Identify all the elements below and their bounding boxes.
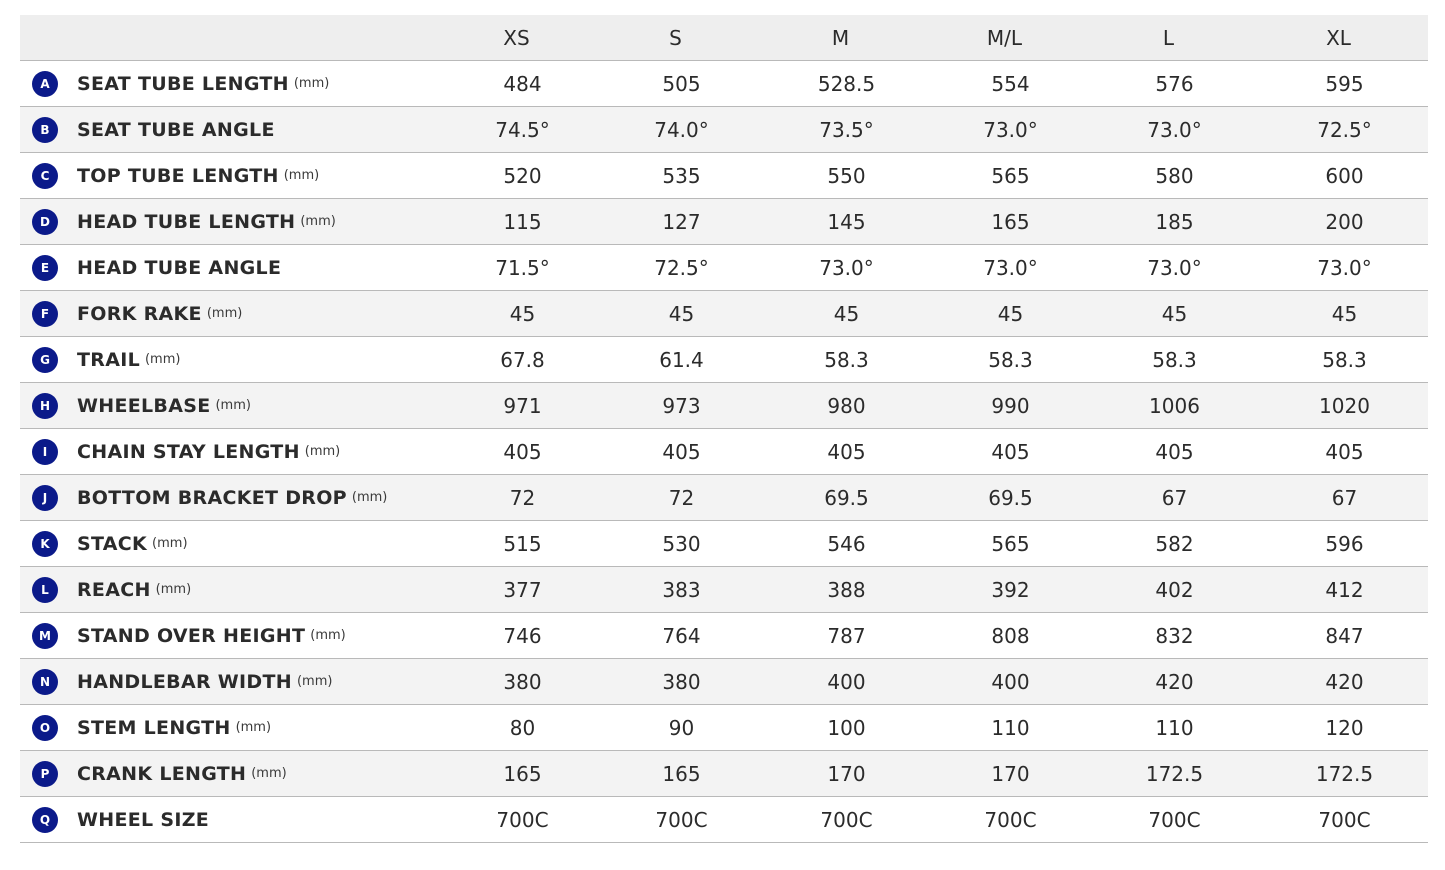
- value-cell-xl: 600: [1325, 163, 1364, 188]
- measurement-letter-badge: D: [32, 209, 58, 235]
- value-cell-xs: 405: [503, 439, 542, 464]
- value-cell-xs: 971: [503, 393, 542, 418]
- value-cell-s: 535: [662, 163, 701, 188]
- table-header-row: [20, 15, 1428, 61]
- value-cell-l: 185: [1155, 209, 1194, 234]
- value-cell-l: 405: [1155, 439, 1194, 464]
- value-cell-ml: 58.3: [988, 347, 1033, 372]
- table-row: [20, 199, 1428, 245]
- value-cell-m: 787: [827, 623, 866, 648]
- measurement-name: WHEELBASE: [77, 394, 211, 417]
- measurement-letter-badge: M: [32, 623, 58, 649]
- value-cell-s: 530: [662, 531, 701, 556]
- value-cell-l: 1006: [1149, 393, 1200, 418]
- measurement-unit: (mm): [206, 306, 243, 321]
- value-cell-s: 74.0°: [654, 117, 709, 142]
- measurement-name: STAND OVER HEIGHT: [77, 624, 306, 647]
- row-label-cell: [20, 153, 440, 198]
- value-cell-l: 580: [1155, 163, 1194, 188]
- value-cell-m: 100: [827, 715, 866, 740]
- value-cell-m: 700C: [820, 807, 873, 832]
- measurement-letter-badge: N: [32, 669, 58, 695]
- table-row: [20, 291, 1428, 337]
- size-header-ml: M/L: [986, 25, 1023, 50]
- value-cell-l: 110: [1155, 715, 1194, 740]
- measurement-name: HEAD TUBE LENGTH: [77, 210, 296, 233]
- measurement-name: HEAD TUBE ANGLE: [77, 256, 282, 279]
- value-cell-ml: 700C: [984, 807, 1037, 832]
- value-cell-xs: 484: [503, 71, 542, 96]
- value-cell-ml: 990: [991, 393, 1030, 418]
- value-cell-xs: 377: [503, 577, 542, 602]
- value-cell-m: 73.0°: [819, 255, 874, 280]
- row-label-cell: [20, 429, 440, 474]
- measurement-unit: (mm): [351, 490, 388, 505]
- measurement-letter-badge: G: [32, 347, 58, 373]
- row-label-cell: [20, 521, 440, 566]
- row-label-cell: [20, 705, 440, 750]
- value-cell-l: 172.5: [1145, 761, 1204, 786]
- size-header-s: S: [669, 25, 682, 50]
- value-cell-l: 582: [1155, 531, 1194, 556]
- value-cell-l: 576: [1155, 71, 1194, 96]
- measurement-unit: (mm): [310, 628, 346, 643]
- measurement-letter-badge: C: [32, 163, 58, 189]
- row-label-cell: [20, 61, 440, 106]
- value-cell-xl: 412: [1325, 577, 1364, 602]
- measurement-unit: (mm): [304, 444, 341, 459]
- measurement-name: BOTTOM BRACKET DROP: [77, 486, 347, 509]
- value-cell-s: 165: [662, 761, 701, 786]
- value-cell-xs: 515: [503, 531, 542, 556]
- value-cell-m: 550: [827, 163, 866, 188]
- value-cell-ml: 165: [991, 209, 1030, 234]
- table-row: [20, 61, 1428, 107]
- value-cell-ml: 110: [991, 715, 1030, 740]
- value-cell-s: 973: [662, 393, 701, 418]
- measurement-letter-badge: I: [32, 439, 58, 465]
- value-cell-xl: 67: [1331, 485, 1358, 510]
- value-cell-s: 405: [662, 439, 701, 464]
- table-row: [20, 751, 1428, 797]
- value-cell-xs: 74.5°: [495, 117, 550, 142]
- value-cell-l: 420: [1155, 669, 1194, 694]
- table-row: [20, 567, 1428, 613]
- table-row: [20, 705, 1428, 751]
- value-cell-xl: 700C: [1318, 807, 1371, 832]
- table-row: [20, 475, 1428, 521]
- value-cell-xl: 200: [1325, 209, 1364, 234]
- measurement-letter-badge: K: [32, 531, 58, 557]
- value-cell-l: 58.3: [1152, 347, 1197, 372]
- value-cell-l: 402: [1155, 577, 1194, 602]
- measurement-letter-badge: J: [32, 485, 58, 511]
- value-cell-l: 832: [1155, 623, 1194, 648]
- value-cell-m: 73.5°: [819, 117, 874, 142]
- value-cell-m: 145: [827, 209, 866, 234]
- measurement-letter-badge: O: [32, 715, 58, 741]
- row-label-cell: [20, 567, 440, 612]
- measurement-name: FORK RAKE: [77, 302, 202, 325]
- row-label-cell: [20, 613, 440, 658]
- table-row: [20, 153, 1428, 199]
- measurement-name: CHAIN STAY LENGTH: [77, 440, 300, 463]
- value-cell-ml: 405: [991, 439, 1030, 464]
- size-header-l: L: [1162, 25, 1175, 50]
- value-cell-ml: 565: [991, 163, 1030, 188]
- value-cell-xs: 700C: [496, 807, 549, 832]
- size-header-xl: XL: [1326, 25, 1351, 50]
- measurement-name: TOP TUBE LENGTH: [77, 164, 279, 187]
- measurement-name: SEAT TUBE ANGLE: [77, 118, 275, 141]
- value-cell-s: 45: [668, 301, 695, 326]
- measurement-letter-badge: B: [32, 117, 58, 143]
- value-cell-ml: 69.5: [988, 485, 1033, 510]
- measurement-unit: (mm): [155, 582, 192, 597]
- value-cell-ml: 73.0°: [983, 117, 1038, 142]
- value-cell-xs: 165: [503, 761, 542, 786]
- value-cell-xs: 520: [503, 163, 542, 188]
- value-cell-s: 764: [662, 623, 701, 648]
- value-cell-xl: 1020: [1319, 393, 1370, 418]
- row-label-cell: [20, 107, 440, 152]
- measurement-name: TRAIL: [77, 348, 140, 371]
- value-cell-s: 72.5°: [654, 255, 709, 280]
- value-cell-s: 700C: [655, 807, 708, 832]
- value-cell-l: 73.0°: [1147, 255, 1202, 280]
- measurement-name: WHEEL SIZE: [77, 808, 210, 831]
- geometry-table: [20, 15, 1428, 843]
- value-cell-ml: 565: [991, 531, 1030, 556]
- value-cell-m: 528.5: [817, 71, 876, 96]
- row-label-cell: [20, 337, 440, 382]
- value-cell-m: 45: [833, 301, 860, 326]
- value-cell-xl: 172.5: [1315, 761, 1374, 786]
- value-cell-xs: 72: [509, 485, 536, 510]
- measurement-unit: (mm): [300, 214, 336, 229]
- measurement-unit: (mm): [215, 398, 251, 413]
- value-cell-s: 505: [662, 71, 701, 96]
- value-cell-xs: 80: [509, 715, 536, 740]
- row-label-cell: [20, 751, 440, 796]
- row-label-cell: [20, 199, 440, 244]
- value-cell-l: 67: [1161, 485, 1188, 510]
- value-cell-l: 700C: [1148, 807, 1201, 832]
- value-cell-xl: 405: [1325, 439, 1364, 464]
- measurement-unit: (mm): [283, 168, 320, 183]
- measurement-name: CRANK LENGTH: [77, 762, 247, 785]
- value-cell-m: 405: [827, 439, 866, 464]
- value-cell-ml: 808: [991, 623, 1030, 648]
- value-cell-ml: 45: [997, 301, 1024, 326]
- size-header-m: M: [831, 25, 850, 50]
- row-label-cell: [20, 475, 440, 520]
- measurement-unit: (mm): [235, 720, 272, 735]
- measurement-unit: (mm): [296, 674, 333, 689]
- value-cell-m: 388: [827, 577, 866, 602]
- value-cell-s: 127: [662, 209, 701, 234]
- measurement-letter-badge: F: [32, 301, 58, 327]
- value-cell-s: 72: [668, 485, 695, 510]
- value-cell-xs: 380: [503, 669, 542, 694]
- measurement-name: HANDLEBAR WIDTH: [77, 670, 292, 693]
- value-cell-ml: 392: [991, 577, 1030, 602]
- table-row: [20, 797, 1428, 843]
- table-row: [20, 429, 1428, 475]
- measurement-name: SEAT TUBE LENGTH: [77, 72, 289, 95]
- measurement-unit: (mm): [152, 536, 188, 551]
- measurement-name: STEM LENGTH: [77, 716, 231, 739]
- table-row: [20, 383, 1428, 429]
- value-cell-s: 61.4: [659, 347, 704, 372]
- value-cell-xl: 45: [1331, 301, 1358, 326]
- measurement-unit: (mm): [293, 76, 330, 91]
- table-row: [20, 521, 1428, 567]
- table-row: [20, 337, 1428, 383]
- value-cell-ml: 554: [991, 71, 1030, 96]
- row-label-cell: [20, 383, 440, 428]
- value-cell-m: 170: [827, 761, 866, 786]
- value-cell-xl: 58.3: [1322, 347, 1367, 372]
- size-header-xs: XS: [503, 25, 530, 50]
- table-body: [20, 61, 1428, 843]
- value-cell-m: 400: [827, 669, 866, 694]
- value-cell-xl: 420: [1325, 669, 1364, 694]
- value-cell-m: 546: [827, 531, 866, 556]
- measurement-unit: (mm): [251, 766, 287, 781]
- value-cell-xl: 120: [1325, 715, 1364, 740]
- measurement-letter-badge: H: [32, 393, 58, 419]
- value-cell-s: 90: [668, 715, 695, 740]
- measurement-letter-badge: A: [32, 71, 58, 97]
- table-row: [20, 659, 1428, 705]
- value-cell-m: 980: [827, 393, 866, 418]
- measurement-unit: (mm): [144, 352, 181, 367]
- table-row: [20, 613, 1428, 659]
- value-cell-ml: 170: [991, 761, 1030, 786]
- value-cell-xs: 746: [503, 623, 542, 648]
- value-cell-xl: 847: [1325, 623, 1364, 648]
- row-label-cell: [20, 659, 440, 704]
- table-row: [20, 245, 1428, 291]
- measurement-letter-badge: Q: [32, 807, 58, 833]
- measurement-letter-badge: L: [32, 577, 58, 603]
- row-label-cell: [20, 797, 440, 842]
- value-cell-m: 69.5: [824, 485, 869, 510]
- value-cell-m: 58.3: [824, 347, 869, 372]
- value-cell-xs: 115: [503, 209, 542, 234]
- value-cell-xs: 67.8: [500, 347, 545, 372]
- row-label-cell: [20, 245, 440, 290]
- value-cell-ml: 400: [991, 669, 1030, 694]
- value-cell-ml: 73.0°: [983, 255, 1038, 280]
- table-row: [20, 107, 1428, 153]
- measurement-letter-badge: P: [32, 761, 58, 787]
- value-cell-s: 383: [662, 577, 701, 602]
- value-cell-xl: 596: [1325, 531, 1364, 556]
- value-cell-xs: 71.5°: [495, 255, 550, 280]
- measurement-letter-badge: E: [32, 255, 58, 281]
- header-label-cell: [20, 15, 440, 60]
- value-cell-xl: 73.0°: [1317, 255, 1372, 280]
- value-cell-xl: 72.5°: [1317, 117, 1372, 142]
- value-cell-l: 45: [1161, 301, 1188, 326]
- value-cell-l: 73.0°: [1147, 117, 1202, 142]
- measurement-name: STACK: [77, 532, 148, 555]
- row-label-cell: [20, 291, 440, 336]
- value-cell-xl: 595: [1325, 71, 1364, 96]
- measurement-name: REACH: [77, 578, 151, 601]
- value-cell-s: 380: [662, 669, 701, 694]
- value-cell-xs: 45: [509, 301, 536, 326]
